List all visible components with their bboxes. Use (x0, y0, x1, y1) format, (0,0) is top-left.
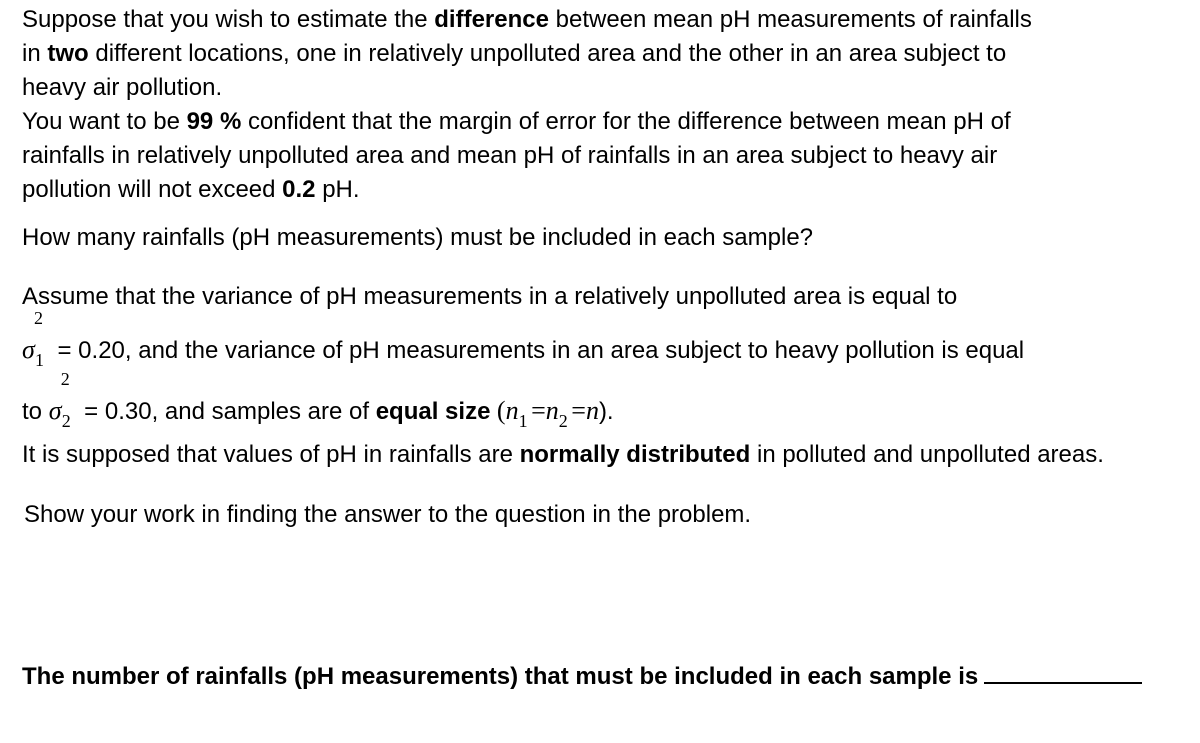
sigma-2-squared: σ 2 2 (48, 369, 71, 431)
problem-line-6: pollution will not exceed 0.2 pH. (22, 176, 360, 203)
problem-line-3: heavy air pollution. (22, 74, 223, 101)
problem-line-5: rainfalls in relatively unpolluted area and mean pH of rainfalls in an area subject to heavy air (22, 142, 998, 169)
answer-prompt: The number of rainfalls (pH measurements) that must be included in each sample is (22, 663, 979, 690)
answer-blank[interactable] (984, 668, 1142, 684)
problem-line-1: Suppose that you wish to estimate the difference between mean pH measurements of rainfalls (22, 6, 1032, 33)
question-line: How many rainfalls (pH measurements) must be included in each sample? (22, 224, 814, 251)
variance-2-line: to σ 2 2 = 0.30, and samples are of equal size (n 1 =n 2 =n). (22, 369, 614, 431)
sigma-1-squared: σ 2 1 (22, 308, 44, 370)
answer-line (22, 665, 1142, 689)
variance-1-line: σ 2 1 = 0.20, and the variance of pH measurements in an area subject to heavy pollution is equal (22, 308, 1025, 370)
n-symbol: n (585, 396, 599, 425)
assumption-line: Assume that the variance of pH measurements in a relatively unpolluted area is equal to (22, 283, 958, 310)
normality-line: It is supposed that values of pH in rainfalls are normally distributed in polluted and unpolluted areas. (22, 441, 1104, 468)
instruction-line: Show your work in finding the answer to the question in the problem. (24, 501, 752, 528)
n2-symbol: n 2 (545, 396, 568, 431)
problem-line-4: You want to be 99 % confident that the margin of error for the difference between mean pH of (22, 108, 1011, 135)
n1-symbol: n 1 (505, 396, 528, 431)
problem-line-2: in two different locations, one in relatively unpolluted area and the other in an area subject to (22, 40, 1007, 67)
